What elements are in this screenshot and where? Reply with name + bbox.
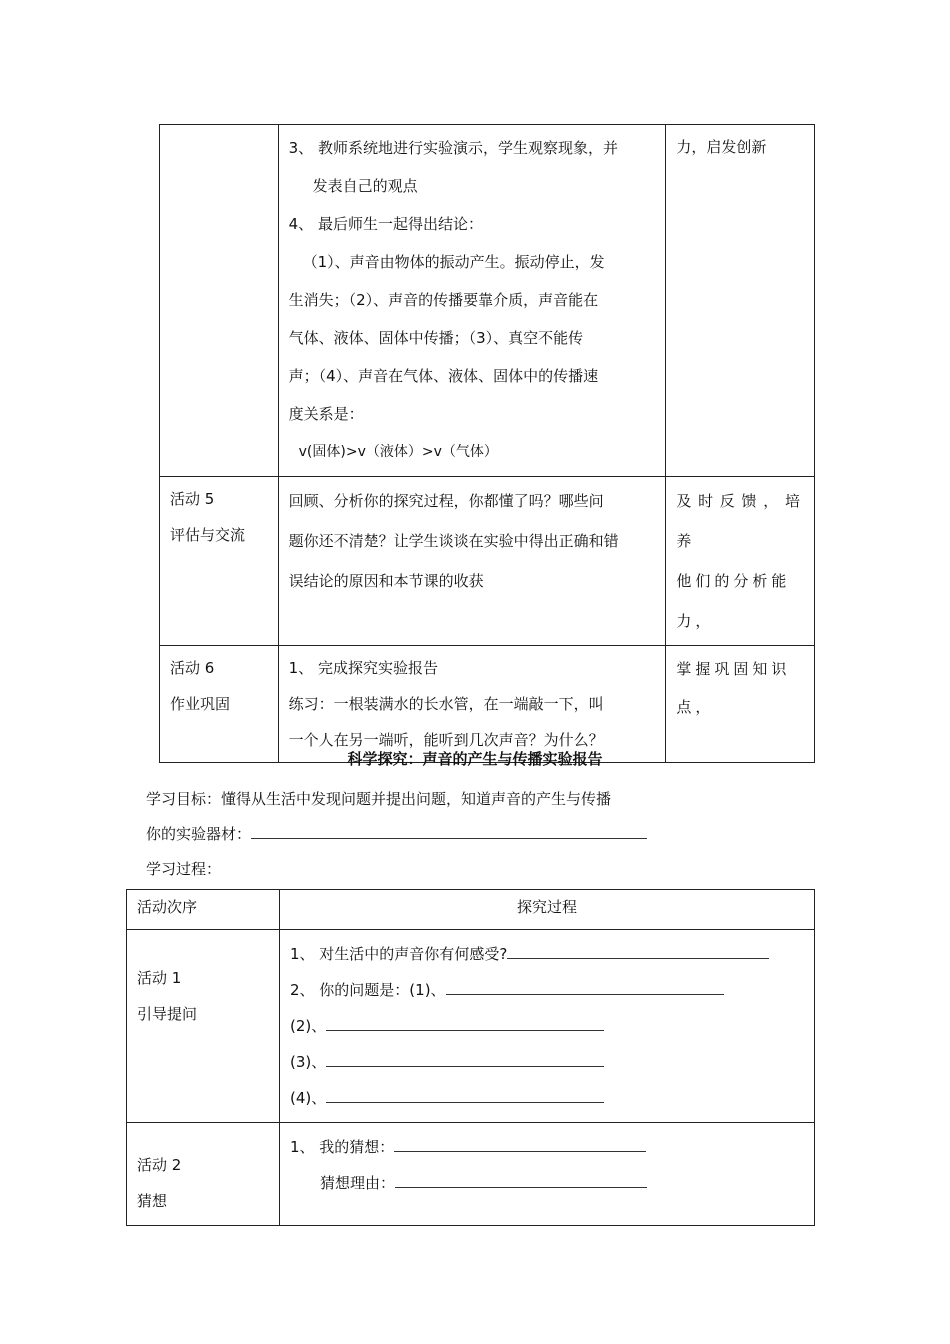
guess-blank[interactable]	[394, 1137, 646, 1152]
step4-text: 4、 最后师生一起得出结论：	[288, 215, 483, 233]
table-cell-activity	[160, 477, 279, 646]
table-cell-process	[278, 646, 666, 763]
table-cell-empty	[160, 125, 279, 477]
report-title: 科学探究：声音的产生与传播实验报告	[347, 750, 603, 768]
conclusion-line2: 生消失；（2）、声音的传播要靠介质，声音能在	[288, 291, 599, 309]
question3-line	[290, 1008, 804, 1044]
guess-text: 1、 我的猜想：	[290, 1138, 395, 1156]
row3-line2: 练习：一根装满水的长水管，在一端敲一下，叫	[288, 695, 604, 713]
lesson-plan-table	[159, 124, 815, 763]
question2-blank[interactable]	[446, 980, 724, 995]
table-cell-process	[280, 1123, 815, 1226]
row2-purpose-line2: 他们的分析能	[676, 572, 791, 590]
conclusion-line3: 气体、液体、固体中传播；（3）、真空不能传	[288, 329, 584, 347]
row2-line3: 误结论的原因和本节课的收获	[288, 572, 484, 590]
activity6-name: 作业巩固	[170, 695, 231, 713]
header-process: 探究过程	[280, 890, 815, 930]
materials-line	[146, 823, 647, 844]
row3-purpose-line1: 掌握巩固知识	[676, 660, 791, 678]
header-activity-order: 活动次序	[127, 890, 280, 930]
row2-purpose-line1: 及时反馈，培养	[676, 492, 804, 550]
table-header-row	[127, 890, 815, 930]
row2-purpose-line3: 力，	[676, 612, 715, 630]
question5-text: (4)、	[290, 1089, 327, 1107]
speed-formula: v(固体)>v（液体）>v（气体）	[298, 444, 498, 460]
table-cell-purpose	[666, 477, 815, 646]
question4-text: (3)、	[290, 1053, 327, 1071]
row2-line1: 回顾、分析你的探究过程，你都懂了吗？哪些问	[288, 492, 604, 510]
purpose-text: 力，启发创新	[676, 138, 767, 156]
question4-blank[interactable]	[326, 1052, 604, 1067]
materials-blank[interactable]	[251, 824, 647, 839]
report-table	[126, 889, 815, 1226]
question5-line	[290, 1080, 804, 1116]
activity1-label: 活动 1	[137, 969, 182, 987]
question1-blank[interactable]	[507, 944, 769, 959]
guess-line	[290, 1129, 804, 1165]
table-cell-process	[278, 125, 666, 477]
row2-line2: 题你还不清楚？让学生谈谈在实验中得出正确和错	[288, 532, 619, 550]
conclusion-line4: 声；（4）、声音在气体、液体、固体中的传播速	[288, 367, 599, 385]
reason-text: 猜想理由：	[320, 1174, 396, 1192]
table-cell-activity	[127, 1123, 280, 1226]
question1-text: 1、 对生活中的声音你有何感受?	[290, 945, 508, 963]
table-cell-activity	[160, 646, 279, 763]
table-row	[160, 125, 815, 477]
reason-blank[interactable]	[395, 1173, 647, 1188]
activity2-name: 猜想	[137, 1192, 168, 1210]
table-row	[160, 646, 815, 763]
table-cell-process	[278, 477, 666, 646]
learning-goal: 学习目标：懂得从生活中发现问题并提出问题，知道声音的产生与传播	[146, 790, 612, 808]
activity1-name: 引导提问	[137, 1005, 198, 1023]
table-row	[127, 1123, 815, 1226]
question4-line	[290, 1044, 804, 1080]
activity5-label: 活动 5	[170, 490, 215, 508]
conclusion-line5: 度关系是：	[288, 405, 364, 423]
step3-line1: 3、 教师系统地进行实验演示，学生观察现象，并	[288, 139, 618, 157]
step3-line2: 发表自己的观点	[312, 177, 418, 195]
activity6-label: 活动 6	[170, 659, 215, 677]
question1-line	[290, 936, 804, 972]
activity2-label: 活动 2	[137, 1156, 182, 1174]
question3-blank[interactable]	[326, 1016, 604, 1031]
process-label: 学习过程：	[146, 860, 222, 878]
activity5-name: 评估与交流	[170, 526, 246, 544]
question5-blank[interactable]	[326, 1088, 604, 1103]
table-row	[160, 477, 815, 646]
row3-line3: 一个人在另一端听，能听到几次声音？为什么？	[288, 731, 604, 749]
table-cell-purpose	[666, 125, 815, 477]
question2-text: 2、 你的问题是：(1)、	[290, 981, 446, 999]
table-cell-purpose	[666, 646, 815, 763]
row3-purpose-line2: 点，	[676, 698, 715, 716]
reason-line	[290, 1165, 804, 1201]
table-cell-activity	[127, 930, 280, 1123]
materials-label: 你的实验器材：	[146, 825, 252, 843]
table-row	[127, 930, 815, 1123]
row3-line1: 1、 完成探究实验报告	[288, 659, 438, 677]
table-cell-process	[280, 930, 815, 1123]
conclusion-line1: （1）、声音由物体的振动产生。振动停止，发	[302, 253, 605, 271]
question2-line	[290, 972, 804, 1008]
question3-text: (2)、	[290, 1017, 327, 1035]
